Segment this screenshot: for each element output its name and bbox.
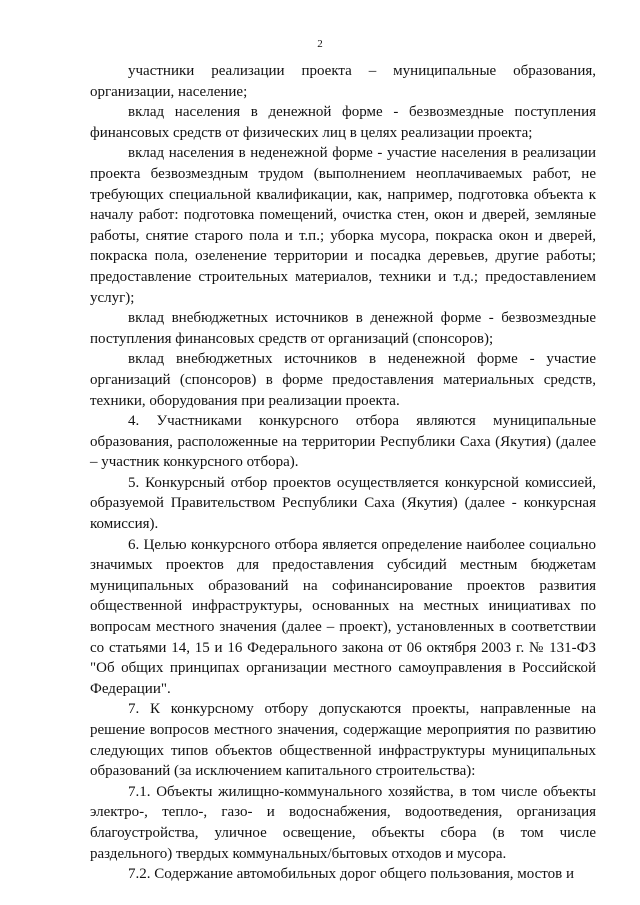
paragraph-population-cash-contribution: вклад населения в денежной форме - безвозмездные поступления финансовых средств от физических лиц в целях реализации проекта; <box>90 104 596 141</box>
paragraph-participants: участники реализации проекта – муниципальные образования, организации, население; <box>90 63 596 100</box>
paragraph-item-7-2: 7.2. Содержание автомобильных дорог общего пользования, мостов и <box>128 866 575 883</box>
paragraph-population-noncash-contribution: вклад населения в неденежной форме - участие населения в реализации проекта безвозмездным трудом (выполнением неоплачиваемых работ, не требующих специальной квалификации, как, например, подготовка объекта к началу работ: подготовка помещений, очистка стен, окон и дверей, земляные работы, снятие старого пола и т.п.; уборка мусора, покраска окон и дверей, покраска пола, озеленение территории и посадка деревьев, другие работы; предоставление строительных материалов, техники и т.д.; предоставлением услуг); <box>90 145 596 306</box>
paragraph-item-7-1: 7.1. Объекты жилищно-коммунального хозяйства, в том числе объекты электро-, тепло-, газо- и водоснабжения, водоотведения, организация благоустройства, уличное освещение, объекты сбора (в том числе раздельного) твердых коммунальных/бытовых отходов и мусора. <box>90 783 596 862</box>
paragraph-item-6: 6. Целью конкурсного отбора является определение наиболее социально значимых проектов для предоставления субсидий местным бюджетам муниципальных образований на софинансирование проектов развития общественной инфраструктуры, основанных на местных инициативах по вопросам местного значения (далее – проект), установленных в соответствии со статьями 14, 15 и 16 Федерального закона от 06 октября 2003 г. № 131-ФЗ "Об общих принципах организации местного самоуправления в Российской Федерации". <box>90 536 596 697</box>
document-body <box>90 61 596 885</box>
paragraph-item-5: 5. Конкурсный отбор проектов осуществляется конкурсной комиссией, образуемой Правительством Республики Саха (Якутия) (далее - конкурсная комиссия). <box>90 474 596 533</box>
paragraph-extrabudgetary-noncash-contribution: вклад внебюджетных источников в неденежной форме - участие организаций (спонсоров) в форме предоставления материальных средств, техники, оборудования при реализации проекта. <box>90 351 596 409</box>
paragraph-item-4: 4. Участниками конкурсного отбора являются муниципальные образования, расположенные на территории Республики Саха (Якутия) (далее – участник конкурсного отбора). <box>90 413 596 471</box>
paragraph-extrabudgetary-cash-contribution: вклад внебюджетных источников в денежной форме - безвозмездные поступления финансовых средств от организаций (спонсоров); <box>90 310 596 347</box>
page-number: 2 <box>317 38 323 50</box>
paragraph-item-7: 7. К конкурсному отбору допускаются проекты, направленные на решение вопросов местного значения, содержащие мероприятия по развитию следующих типов объектов общественной инфраструктуры муниципальных образований (за исключением капитального строительства): <box>90 701 596 780</box>
